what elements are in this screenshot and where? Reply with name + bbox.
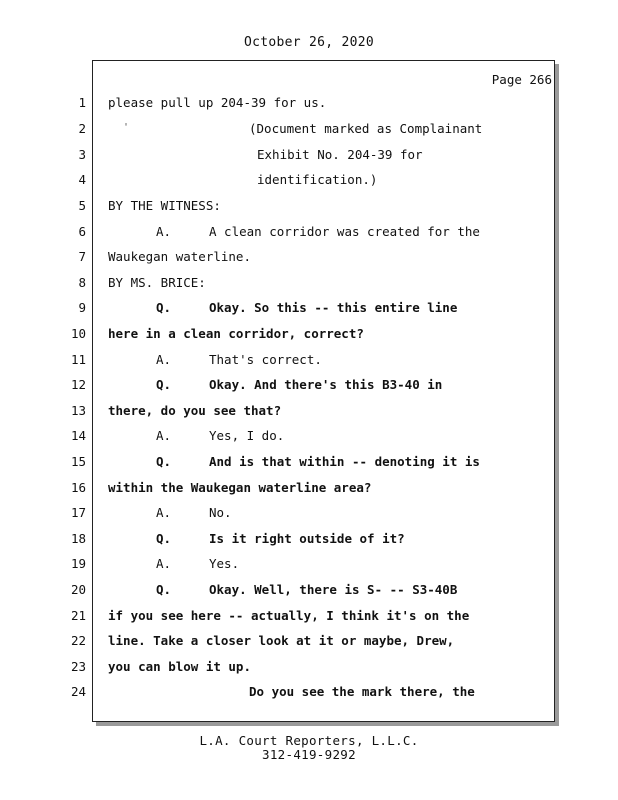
line-number: 10	[70, 326, 86, 341]
footer-firm: L.A. Court Reporters, L.L.C.	[199, 733, 419, 748]
line-number: 8	[78, 275, 86, 290]
transcript-line: here in a clean corridor, correct?	[108, 326, 364, 341]
transcript-line: Exhibit No. 204-39 for	[257, 147, 423, 162]
transcript-line: Yes, I do.	[209, 428, 285, 443]
transcript-line: That's correct.	[209, 352, 322, 367]
transcript-line: please pull up 204-39 for us.	[108, 95, 327, 110]
line-number: 24	[70, 684, 86, 699]
line-number: 12	[70, 377, 86, 392]
transcript-line: BY THE WITNESS:	[108, 198, 221, 213]
question-marker: Q.	[156, 454, 172, 469]
transcript-line: line. Take a closer look at it or maybe, Drew,	[108, 633, 455, 648]
transcript-line: Do you see the mark there, the	[249, 684, 475, 699]
line-number: 14	[70, 428, 86, 443]
transcript-line: Is it right outside of it?	[209, 531, 405, 546]
line-number: 1	[78, 95, 86, 110]
transcript-line: if you see here -- actually, I think it's on the	[108, 608, 470, 623]
answer-marker: A.	[156, 352, 172, 367]
line-number: 6	[78, 224, 86, 239]
page-number: Page 266	[491, 72, 552, 87]
line-number: 15	[70, 454, 86, 469]
transcript-line: Waukegan waterline.	[108, 249, 251, 264]
line-number: 3	[78, 147, 86, 162]
question-marker: Q.	[156, 531, 172, 546]
transcript-line: there, do you see that?	[108, 403, 282, 418]
transcript-line: Yes.	[209, 556, 240, 571]
transcript-line: And is that within -- denoting it is	[209, 454, 480, 469]
footer-phone: 312-419-9292	[262, 747, 356, 762]
transcript-line: you can blow it up.	[108, 659, 251, 674]
answer-marker: A.	[156, 556, 172, 571]
line-number: 2	[78, 121, 86, 136]
line-number: 17	[70, 505, 86, 520]
answer-marker: A.	[156, 505, 172, 520]
line-number: 20	[70, 582, 86, 597]
line-number: 23	[70, 659, 86, 674]
transcript-line: (Document marked as Complainant	[249, 121, 483, 136]
transcript-line: A clean corridor was created for the	[209, 224, 480, 239]
answer-marker: A.	[156, 224, 172, 239]
line-number: 7	[78, 249, 86, 264]
line-number: 21	[70, 608, 86, 623]
question-marker: Q.	[156, 300, 172, 315]
line-number: 5	[78, 198, 86, 213]
stray-mark: '	[123, 122, 130, 133]
transcript-line: Okay. So this -- this entire line	[209, 300, 458, 315]
transcript-line: No.	[209, 505, 232, 520]
transcript-line: within the Waukegan waterline area?	[108, 480, 372, 495]
line-number: 11	[70, 352, 86, 367]
line-number: 9	[78, 300, 86, 315]
transcript-line: Okay. And there's this B3-40 in	[209, 377, 443, 392]
transcript-line: Okay. Well, there is S- -- S3-40B	[209, 582, 458, 597]
line-number: 19	[70, 556, 86, 571]
answer-marker: A.	[156, 428, 172, 443]
header-date: October 26, 2020	[243, 35, 375, 50]
question-marker: Q.	[156, 377, 172, 392]
transcript-line: BY MS. BRICE:	[108, 275, 206, 290]
line-number: 4	[78, 172, 86, 187]
line-number: 22	[70, 633, 86, 648]
transcript-line: identification.)	[257, 172, 378, 187]
line-number: 16	[70, 480, 86, 495]
question-marker: Q.	[156, 582, 172, 597]
line-number: 18	[70, 531, 86, 546]
line-number: 13	[70, 403, 86, 418]
